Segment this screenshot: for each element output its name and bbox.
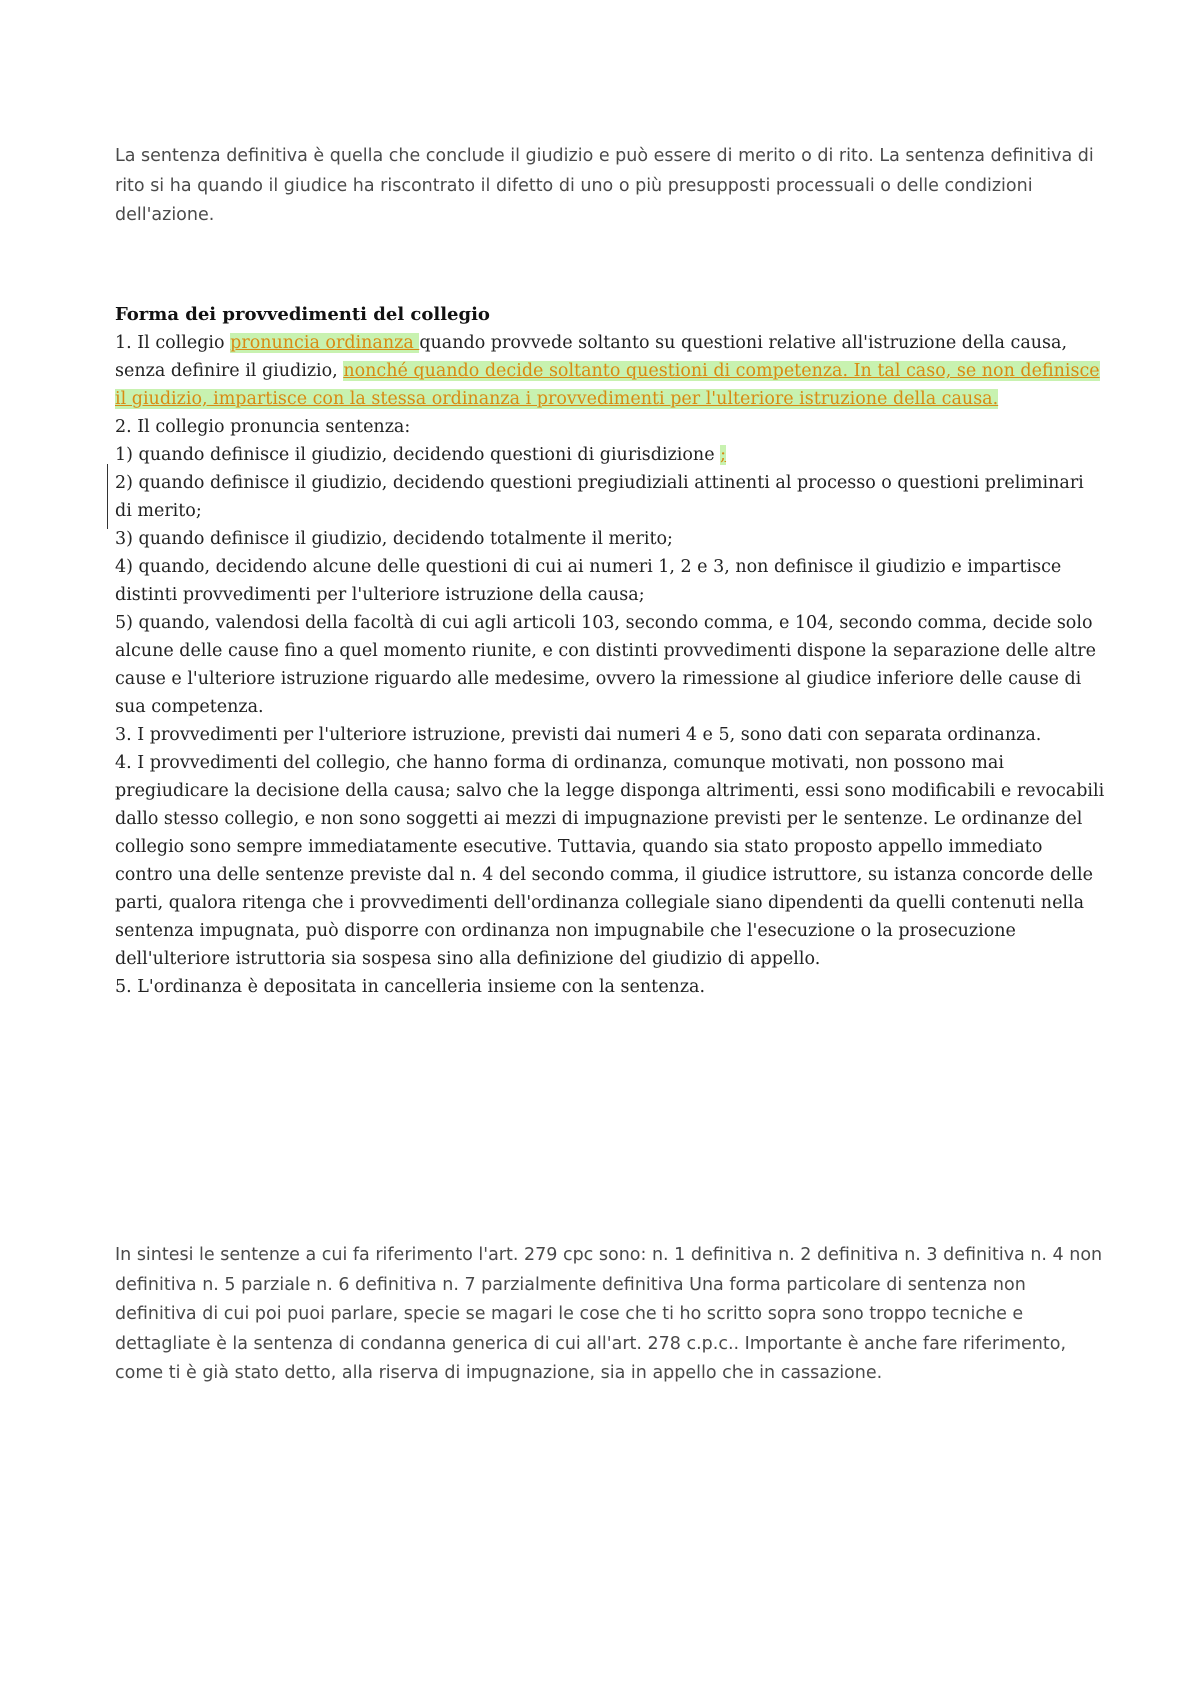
article-paragraph-3: 3. I provvedimenti per l'ulteriore istruzione, previsti dai numeri 4 e 5, sono dati con separata ordinanza.	[115, 725, 1042, 745]
item1-text: 1) quando definisce il giudizio, decidendo questioni di giurisdizione	[115, 445, 721, 465]
list-item-3: 3) quando definisce il giudizio, decidendo totalmente il merito;	[115, 529, 673, 549]
article-heading: Forma dei provvedimenti del collegio	[115, 304, 490, 325]
p1-text-a: 1. Il collegio	[115, 333, 231, 353]
article-paragraph-2: 2. Il collegio pronuncia sentenza:	[115, 417, 411, 437]
change-bar	[107, 464, 108, 529]
p1-text-b: quando provvede soltanto su questioni relative all'istruzione della causa, senza definire il giudizio,	[115, 333, 1068, 381]
article-paragraph-1	[115, 329, 1105, 413]
list-item-4: 4) quando, decidendo alcune delle questioni di cui ai numeri 1, 2 e 3, non definisce il giudizio e impartisce distinti provvedimenti per l'ulteriore istruzione della causa;	[115, 557, 1062, 605]
article-paragraph-4: 4. I provvedimenti del collegio, che hanno forma di ordinanza, comunque motivati, non possono mai pregiudicare la decisione della causa; salvo che la legge disponga altrimenti, essi sono modificabili e revocabili dallo stesso collegio, e non sono soggetti ai mezzi di impugnazione previsti per le sentenze. Le ordinanze del collegio sono sempre immediatamente esecutive. Tuttavia, quando sia stato proposto appello immediato contro una delle sentenze previste dal n. 4 del secondo comma, il giudice istruttore, su istanza concorde delle parti, qualora ritenga che i provvedimenti dell'ordinanza collegiale siano dipendenti da quelli contenuti nella sentenza impugnata, può disporre con ordinanza non impugnabile che l'esecuzione o la prosecuzione dell'ulteriore istruttoria sia sospesa sino alla definizione del giudizio di appello.	[115, 753, 1105, 969]
list-item-5: 5) quando, valendosi della facoltà di cui agli articoli 103, secondo comma, e 104, secondo comma, decide solo alcune delle cause fino a quel momento riunite, e con distinti provvedimenti dispone la separazione delle altre cause e l'ulteriore istruzione riguardo alle medesime, ovvero la rimessione al giudice inferiore delle cause di sua competenza.	[115, 613, 1096, 717]
article-block	[115, 301, 1105, 1001]
highlight-3: ;	[720, 445, 727, 465]
article-paragraph-5: 5. L'ordinanza è depositata in cancelleria insieme con la sentenza.	[115, 977, 706, 997]
highlight-1: pronuncia ordinanza	[230, 333, 420, 353]
list-item-2: 2) quando definisce il giudizio, decidendo questioni pregiudiziali attinenti al processo o questioni preliminari di merito;	[115, 473, 1084, 521]
highlight-2: nonché quando decide soltanto questioni di competenza. In tal caso, se non definisce il giudizio, impartisce con la stessa ordinanza i provvedimenti per l'ulteriore istruzione della causa.	[115, 361, 1100, 409]
list-item-1	[115, 441, 1105, 469]
intro-paragraph: La sentenza definitiva è quella che conclude il giudizio e può essere di merito o di rito. La sentenza definitiva di rito si ha quando il giudice ha riscontrato il difetto di uno o più presupposti processuali o delle condizioni dell'azione.	[115, 146, 1094, 225]
summary-paragraph: In sintesi le sentenze a cui fa riferimento l'art. 279 cpc sono: n. 1 definitiva n. 2 definitiva n. 3 definitiva n. 4 non definitiva n. 5 parziale n. 6 definitiva n. 7 parzialmente definitiva Una forma particolare di sentenza non definitiva di cui poi puoi parlare, specie se magari le cose che ti ho scritto sopra sono troppo tecniche e dettagliate è la sentenza di condanna generica di cui all'art. 278 c.p.c.. Importante è anche fare riferimento, come ti è già stato detto, alla riserva di impugnazione, sia in appello che in cassazione.	[115, 1245, 1103, 1383]
